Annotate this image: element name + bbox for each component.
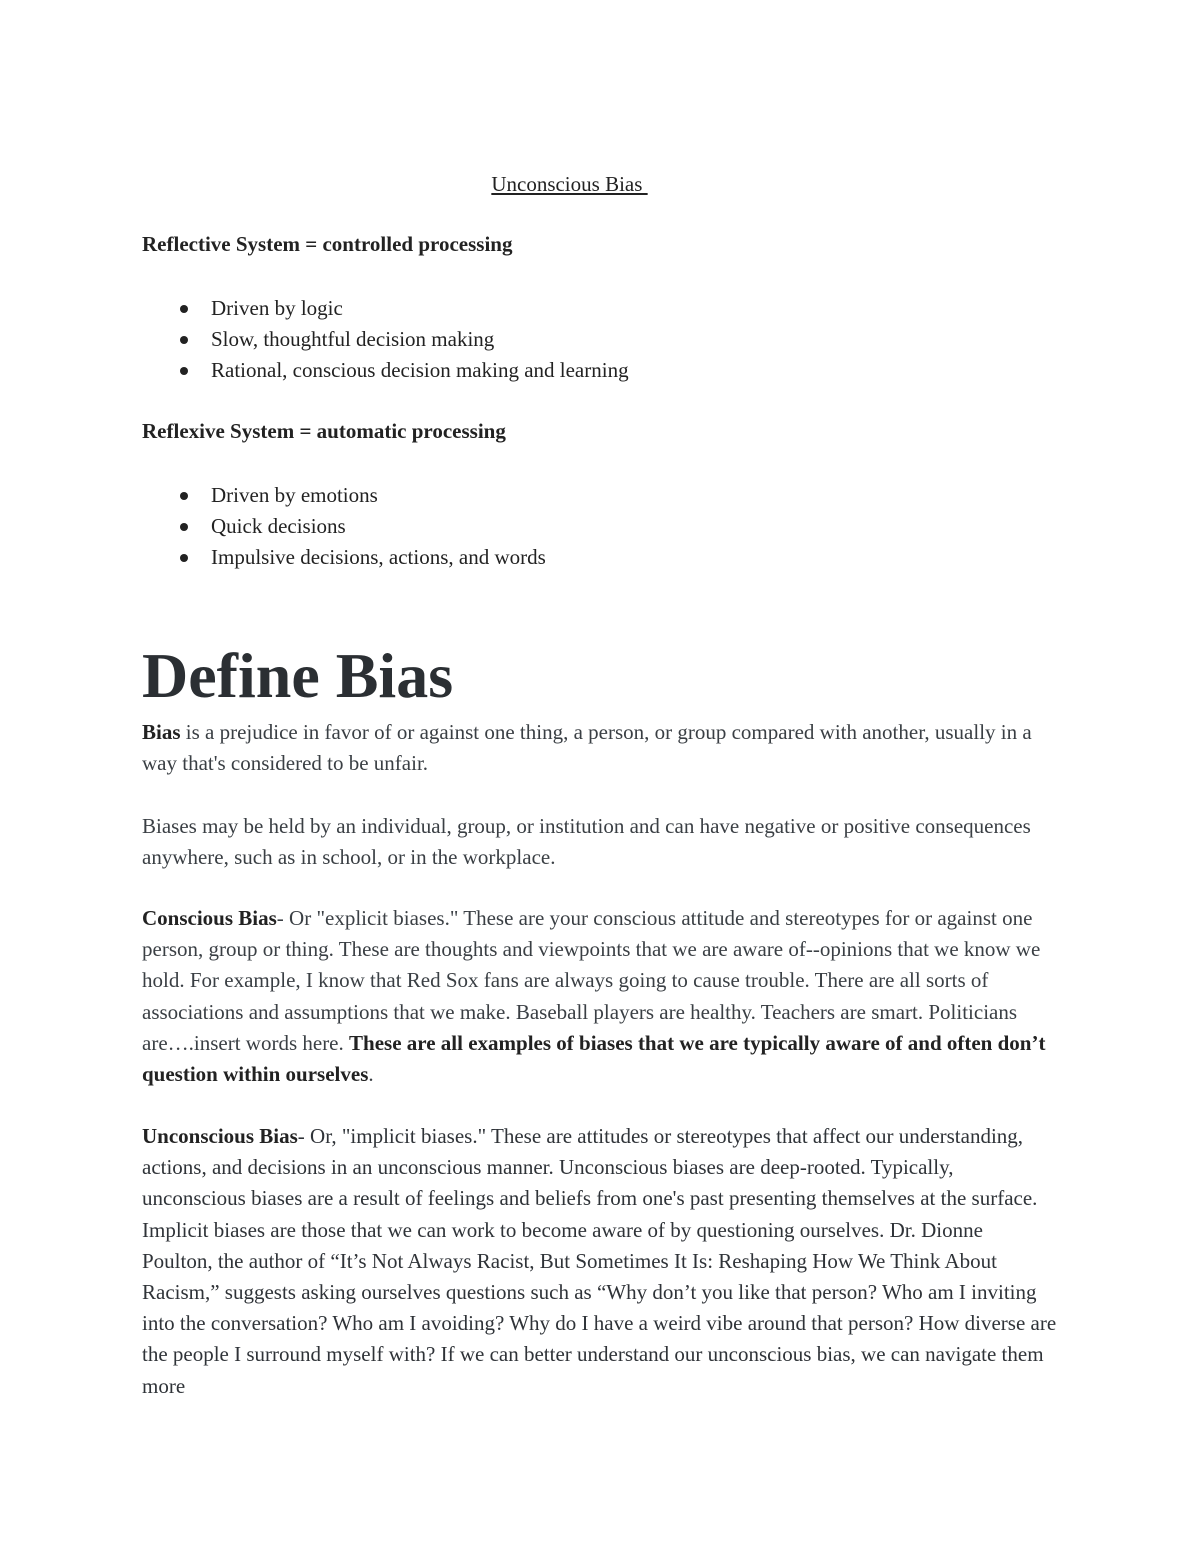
reflexive-heading: Reflexive System = automatic processing xyxy=(142,419,506,443)
bullet-icon xyxy=(180,492,188,500)
conscious-bias-emphasis: These are all examples of biases that we are typically aware of and often don’t question within ourselves xyxy=(142,1030,1046,1087)
conscious-bias-term: Conscious Bias xyxy=(142,906,277,930)
bias-definition-paragraph: Bias is a prejudice in favor of or against one thing, a person, or group compared with another, usually in a way that's considered to be unfair. xyxy=(142,720,1032,776)
list-item: Driven by emotions xyxy=(142,480,546,511)
conscious-bias-paragraph: Conscious Bias- Or "explicit biases." These are your conscious attitude and stereotypes for or against one person, group or thing. These are thoughts and viewpoints that we are aware of--opinions that we know we hold. For example, I know that Red Sox fans are always going to cause trouble. There are all sorts of associations and assumptions that we make. Baseball players are healthy. Teachers are smart. Politicians are….insert words here. These are all examples of biases that we are typically aware of and often don’t question within ourselves. xyxy=(142,906,1046,1087)
bullet-icon xyxy=(180,336,188,344)
list-item: Impulsive decisions, actions, and words xyxy=(142,542,546,573)
unconscious-bias-term: Unconscious Bias xyxy=(142,1124,298,1148)
bullet-icon xyxy=(180,523,188,531)
list-item: Rational, conscious decision making and learning xyxy=(142,355,629,386)
document-title: Unconscious Bias xyxy=(491,172,648,196)
reflective-list xyxy=(142,293,629,386)
list-item: Slow, thoughtful decision making xyxy=(142,324,629,355)
reflective-heading: Reflective System = controlled processing xyxy=(142,232,513,256)
bias-consequences-paragraph: Biases may be held by an individual, group, or institution and can have negative or positive consequences anywhere, such as in school, or in the workplace. xyxy=(142,814,1031,870)
unconscious-bias-paragraph: Unconscious Bias- Or, "implicit biases." These are attitudes or stereotypes that affect our understanding, actions, and decisions in an unconscious manner. Unconscious biases are deep-rooted. Typically, unconscious biases are a result of feelings and beliefs from one's past presenting themselves at the surface. Implicit biases are those that we can work to become aware of by questioning ourselves. Dr. Dionne Poulton, the author of “It’s Not Always Racist, But Sometimes It Is: Reshaping How We Think About Racism,” suggests asking ourselves questions such as “Why don’t you like that person? Who am I inviting into the conversation? Who am I avoiding? Why do I have a weird vibe around that person? How diverse are the people I surround myself with? If we can better understand our unconscious bias, we can navigate them more xyxy=(142,1124,1057,1398)
list-item: Driven by logic xyxy=(142,293,629,324)
bullet-icon xyxy=(180,305,188,313)
list-item: Quick decisions xyxy=(142,511,546,542)
reflexive-list xyxy=(142,480,546,573)
bias-term: Bias xyxy=(142,720,181,744)
bullet-icon xyxy=(180,554,188,562)
bullet-icon xyxy=(180,367,188,375)
define-bias-heading: Define Bias xyxy=(142,640,454,711)
